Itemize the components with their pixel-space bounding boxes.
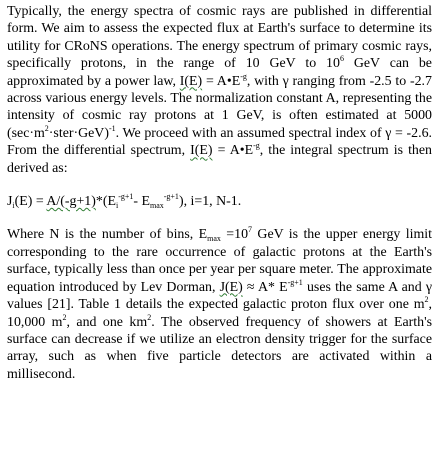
paragraph-energy-spectrum [7,3,432,177]
subscript: max [207,234,221,244]
superscript: 2 [147,312,152,322]
text-run: , with γ ranging from -2.5 to -2.7 across various energy levels. The normalization constant A, representing the intensity of cosmic ray protons at 1 GeV, is often estimated at 5000 (sec·m [7,73,432,141]
text-run: . The observed frequency of showers at Earth's surface can decrease if we utilize an electron density trigger for the surface array, such as when five particle detectors are activated within a millisecond. [7,314,432,382]
text-run: = A•E [212,143,254,159]
superscript: -g [240,71,247,81]
text-run: , and one km [66,314,148,330]
spellcheck-underlined-text: I(E) [179,73,203,89]
text-run: (E) = [14,194,47,210]
superscript: -g+1 [163,192,179,202]
text-run: Where N is the number of bins, E [7,227,208,243]
text-run: , the integral spectrum is then derived as: [7,143,432,176]
integral-spectrum-formula [7,193,432,210]
paragraph-surface-flux [7,226,432,383]
text-run: ), i=1, N-1. [178,194,242,210]
subscript: max [149,201,164,211]
superscript: 7 [248,225,253,235]
superscript: -1 [108,123,116,133]
superscript: -g+1 [118,192,134,202]
text-run: Typically, the energy spectra of cosmic rays are published in differential form. We aim to assess the expected flux at Earth's surface to determine its utility for CRoNS operations. The energy spectrum of primary cosmic rays, specifically protons, in the range of 10 GeV to 10 [7,4,432,72]
superscript: 2 [44,123,49,133]
superscript: 2 [424,295,429,305]
superscript: -g [253,141,260,151]
text-run: J [7,194,13,210]
superscript: 2 [62,312,67,322]
text-run: =10 [220,227,249,243]
text-run: , 10,000 m [7,297,432,330]
text-run: ≈ A* E [242,279,288,295]
text-run: - E [133,194,150,210]
spellcheck-underlined-text: A/(-g+1) [46,194,96,210]
text-run: *(E [95,194,116,210]
superscript: 6 [339,54,344,64]
text-run: . We proceed with an assumed spectral index of γ = -2.6. From the differential spectrum, [7,125,432,159]
text-run: = A•E [202,73,241,89]
spellcheck-underlined-text: I(E) [190,143,213,159]
spellcheck-underlined-text: J(E) [219,279,243,295]
text-run: GeV can be approximated by a power law, [7,56,432,89]
text-run: GeV is the upper energy limit corresponding to the rare occurrence of galactic protons at the Earth's surface, typically less than once per year per square meter. The approximate equation introduced by Lev Dorman, [7,227,432,295]
text-run: uses the same A and γ values [21]. Table 1 details the expected galactic proton flux over one m [7,279,432,313]
text-run: ·ster·GeV) [48,125,109,141]
subscript: i [12,201,15,211]
superscript: -g+1 [287,277,303,287]
subscript: i [115,201,119,211]
